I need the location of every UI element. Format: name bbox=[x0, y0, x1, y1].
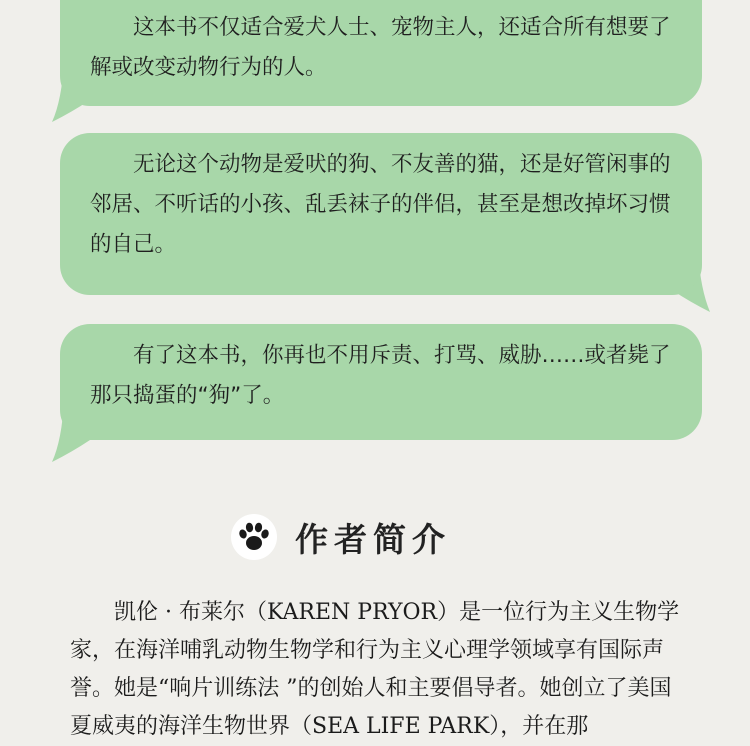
bubble-text: 有了这本书，你再也不用斥责、打骂、威胁……或者毙了那只捣蛋的“狗”了。 bbox=[90, 343, 671, 408]
bubble-text: 这本书不仅适合爱犬人士、宠物主人，还适合所有想要了解或改变动物行为的人。 bbox=[90, 15, 671, 80]
speech-bubble bbox=[60, 133, 702, 295]
speech-bubble bbox=[60, 324, 702, 440]
speech-bubble bbox=[60, 0, 702, 106]
section-title: 作者简介 bbox=[295, 519, 451, 559]
bubble-text: 无论这个动物是爱吠的狗、不友善的猫，还是好管闲事的邻居、不听话的小孩、乱丢袜子的伴侣，甚至是想改掉坏习惯的自己。 bbox=[90, 152, 671, 257]
author-intro bbox=[70, 594, 690, 746]
section-heading bbox=[231, 509, 451, 565]
paw-icon bbox=[231, 514, 277, 560]
author-intro-text: 凯伦 · 布莱尔（KAREN PRYOR）是一位行为主义生物学家，在海洋哺乳动物生物学和行为主义心理学领域享有国际声誉。她是“响片训练法 ”的创始人和主要倡导者。她创立了美国夏威夷的海洋生物世界（SEA LIFE PARK），并在那 bbox=[70, 600, 680, 739]
